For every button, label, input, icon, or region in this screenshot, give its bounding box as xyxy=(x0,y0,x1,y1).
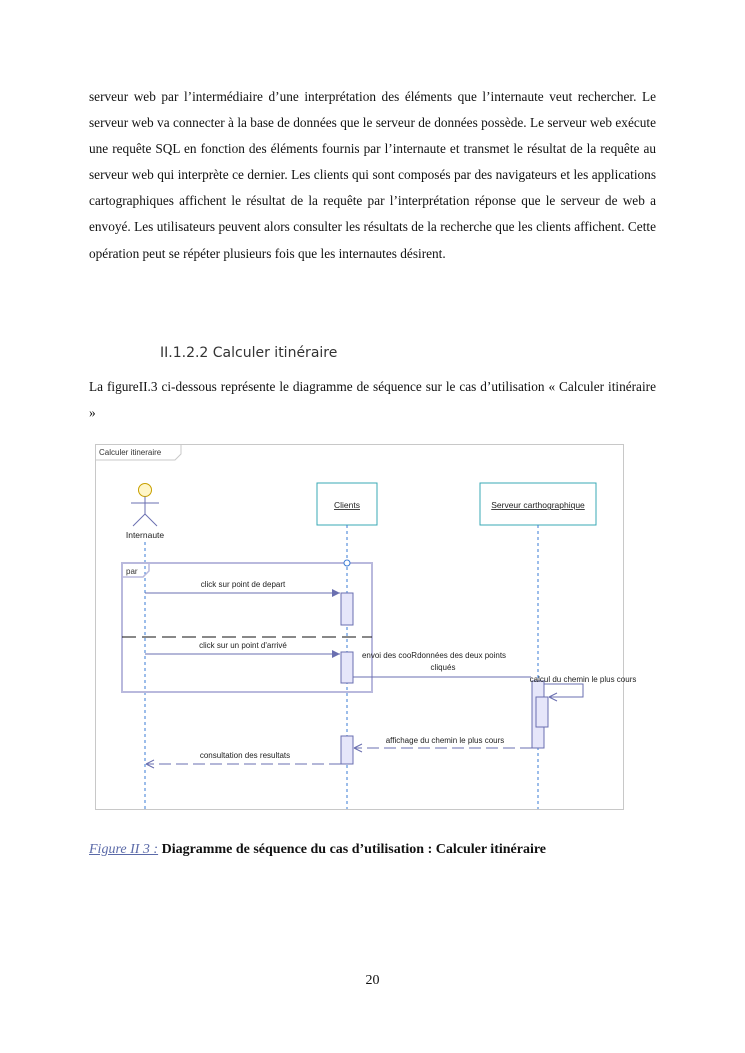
figure-intro-text: La figureII.3 ci-dessous représente le diagramme de séquence sur le cas d’utilisation « Calculer itinéraire » xyxy=(89,379,656,421)
figure-caption xyxy=(89,842,546,858)
activation-clients-1 xyxy=(341,593,353,625)
message-label-5: affichage du chemin le plus cours xyxy=(385,736,505,745)
actor-label: Internaute xyxy=(125,530,165,540)
fragment-anchor-icon xyxy=(344,560,350,566)
message-label-1: click sur point de depart xyxy=(200,580,286,589)
section-heading: II.1.2.2 Calculer itinéraire xyxy=(160,345,338,361)
figure-caption-label: Figure II 3 : xyxy=(89,842,159,857)
frame-title: Calculer itineraire xyxy=(99,448,162,457)
actor-head-icon xyxy=(139,484,152,497)
activation-clients-3 xyxy=(341,736,353,764)
message-label-3-line1: envoi des cooRdonnées des deux points xyxy=(361,651,507,660)
message-label-6: consultation des resultats xyxy=(199,751,291,760)
sequence-diagram xyxy=(95,444,637,812)
body-paragraph: serveur web par l’intermédiaire d’une interprétation des éléments que l’internaute veut rechercher. Le serveur web va connecter à la base de données que le serveur de données possède. Le serveur web exécute une requête SQL en fonction des éléments fournis par l’internaute et transmet le résultat de la requête au serveur web qui interprète ce dernier. Les clients qui sont composés par des navigateurs et les applications cartographiques affichent le résultat de la requête par l’interprétation réponse que le serveur de web a envoyé. Les utilisateurs peuvent alors consulter les résultats de la recherche que les clients affichent. Cette opération peut se répéter plusieurs fois que les internautes désirent. xyxy=(89,89,656,261)
lifeline-label-clients: Clients xyxy=(334,500,360,510)
message-label-4: calcul du chemin le plus cours xyxy=(529,675,637,684)
lifeline-label-server: Serveur carthographique xyxy=(491,500,585,510)
figure-caption-text: Diagramme de séquence du cas d’utilisation : Calculer itinéraire xyxy=(158,842,547,857)
message-label-3-line2: cliqués xyxy=(430,663,456,672)
activation-server-2 xyxy=(536,697,548,727)
message-label-2: click sur un point d'arrivé xyxy=(199,641,287,650)
par-fragment-label: par xyxy=(126,567,138,576)
activation-clients-2 xyxy=(341,652,353,683)
page-number: 20 xyxy=(365,973,380,988)
